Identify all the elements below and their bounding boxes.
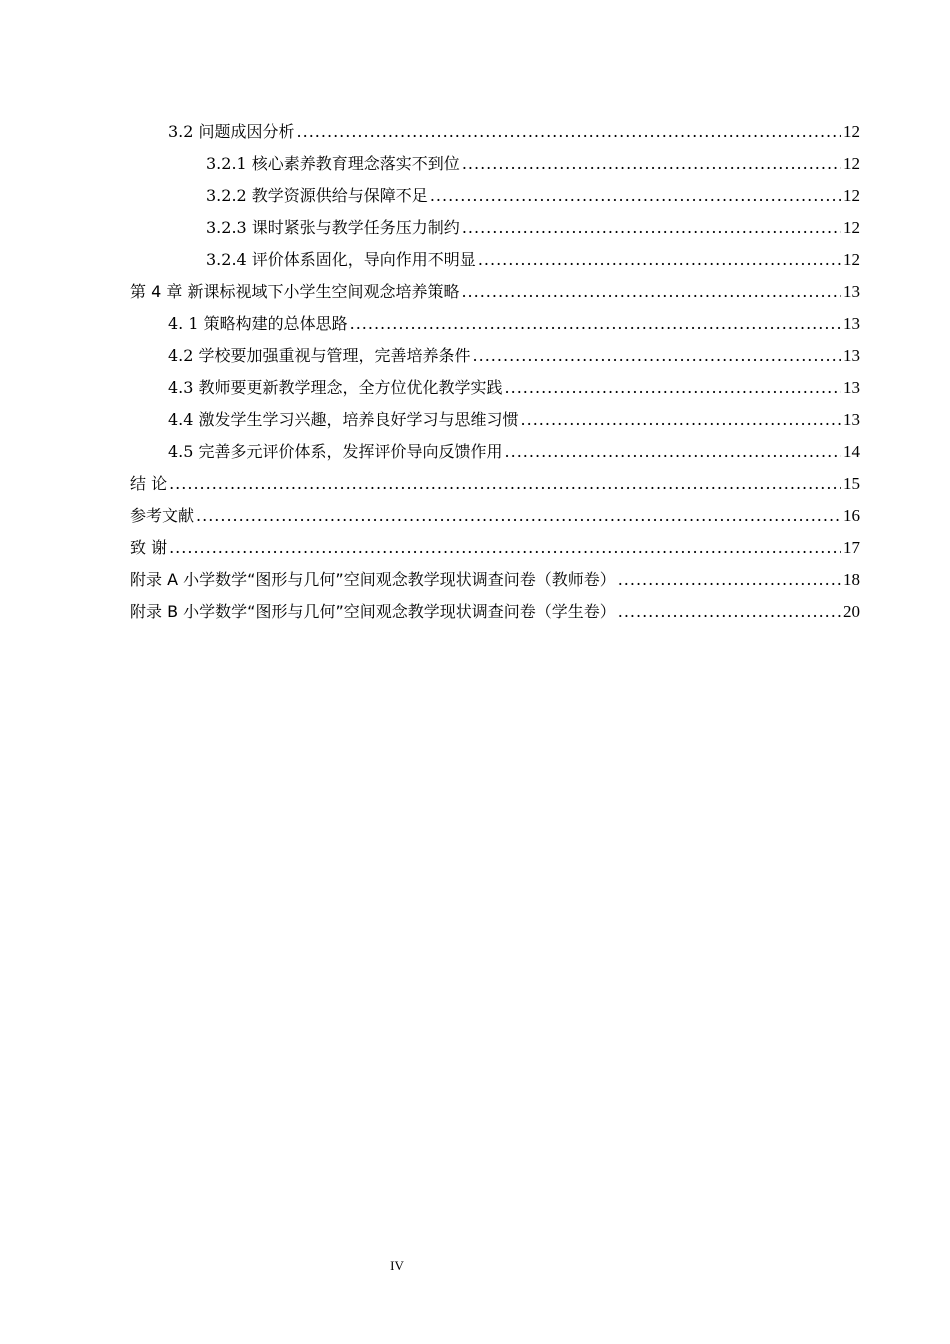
toc-entry-page: 12 (843, 250, 860, 269)
toc-dot-leader (505, 372, 841, 404)
toc-entry-page: 12 (843, 218, 860, 237)
toc-dot-leader (461, 276, 841, 308)
toc-entry-title: 附录 A 小学数学“图形与几何”空间观念教学现状调查问卷（教师卷） (130, 570, 616, 589)
toc-dot-leader (196, 500, 841, 532)
toc-entry-title: 3.2.4 评价体系固化，导向作用不明显 (206, 250, 476, 269)
toc-entry[interactable] (130, 180, 860, 212)
toc-entry-title: 第 4 章 新课标视域下小学生空间观念培养策略 (130, 282, 460, 301)
toc-entry-title: 3.2.2 教学资源供给与保障不足 (206, 186, 428, 205)
toc-entry-title: 参考文献 (130, 506, 195, 525)
toc-dot-leader (169, 468, 841, 500)
toc-entry-conclusion[interactable] (130, 468, 860, 500)
toc-entry[interactable] (130, 116, 860, 148)
toc-entry-references[interactable] (130, 500, 860, 532)
toc-entry-page: 16 (843, 506, 860, 525)
toc-entry-title: 附录 B 小学数学“图形与几何”空间观念教学现状调查问卷（学生卷） (130, 602, 616, 621)
toc-entry-page: 12 (843, 186, 860, 205)
table-of-contents (130, 116, 860, 628)
toc-entry-page: 13 (843, 378, 860, 397)
toc-entry-title: 致 谢 (130, 538, 168, 557)
toc-dot-leader (462, 212, 841, 244)
toc-entry-page: 13 (843, 314, 860, 333)
toc-entry-page: 13 (843, 282, 860, 301)
toc-entry-page: 18 (843, 570, 860, 589)
toc-dot-leader (618, 596, 841, 628)
toc-entry[interactable] (130, 244, 860, 276)
toc-entry-title: 4. 1 策略构建的总体思路 (168, 314, 348, 333)
toc-dot-leader (169, 532, 841, 564)
toc-entry[interactable] (130, 404, 860, 436)
toc-dot-leader (618, 564, 841, 596)
toc-dot-leader (462, 148, 841, 180)
toc-dot-leader (478, 244, 841, 276)
toc-dot-leader (297, 116, 841, 148)
toc-entry-page: 13 (843, 346, 860, 365)
toc-dot-leader (350, 308, 841, 340)
toc-entry[interactable] (130, 436, 860, 468)
toc-entry-title: 3.2.1 核心素养教育理念落实不到位 (206, 154, 460, 173)
toc-entry[interactable] (130, 148, 860, 180)
toc-entry-title: 4.5 完善多元评价体系，发挥评价导向反馈作用 (168, 442, 503, 461)
toc-dot-leader (521, 404, 841, 436)
toc-entry-appendix-b[interactable] (130, 596, 860, 628)
toc-entry-title: 结 论 (130, 474, 168, 493)
toc-entry[interactable] (130, 212, 860, 244)
toc-entry-page: 13 (843, 410, 860, 429)
toc-entry-appendix-a[interactable] (130, 564, 860, 596)
page-number-footer: IV (390, 1258, 404, 1273)
toc-entry-page: 14 (843, 442, 860, 461)
toc-entry-title: 4.4 激发学生学习兴趣，培养良好学习与思维习惯 (168, 410, 519, 429)
toc-dot-leader (473, 340, 841, 372)
toc-dot-leader (505, 436, 841, 468)
toc-entry-acknowledgements[interactable] (130, 532, 860, 564)
toc-entry[interactable] (130, 372, 860, 404)
toc-entry-page: 15 (843, 474, 860, 493)
toc-entry[interactable] (130, 340, 860, 372)
toc-entry-title: 4.2 学校要加强重视与管理，完善培养条件 (168, 346, 471, 365)
toc-entry-title: 4.3 教师要更新教学理念，全方位优化教学实践 (168, 378, 503, 397)
toc-entry-title: 3.2.3 课时紧张与教学任务压力制约 (206, 218, 460, 237)
toc-entry-page: 12 (843, 154, 860, 173)
toc-entry-page: 17 (843, 538, 860, 557)
toc-entry-page: 20 (843, 602, 860, 621)
toc-dot-leader (430, 180, 841, 212)
toc-entry-title: 3.2 问题成因分析 (168, 122, 295, 141)
toc-entry[interactable] (130, 308, 860, 340)
toc-entry-page: 12 (843, 122, 860, 141)
toc-entry-chapter[interactable] (130, 276, 860, 308)
